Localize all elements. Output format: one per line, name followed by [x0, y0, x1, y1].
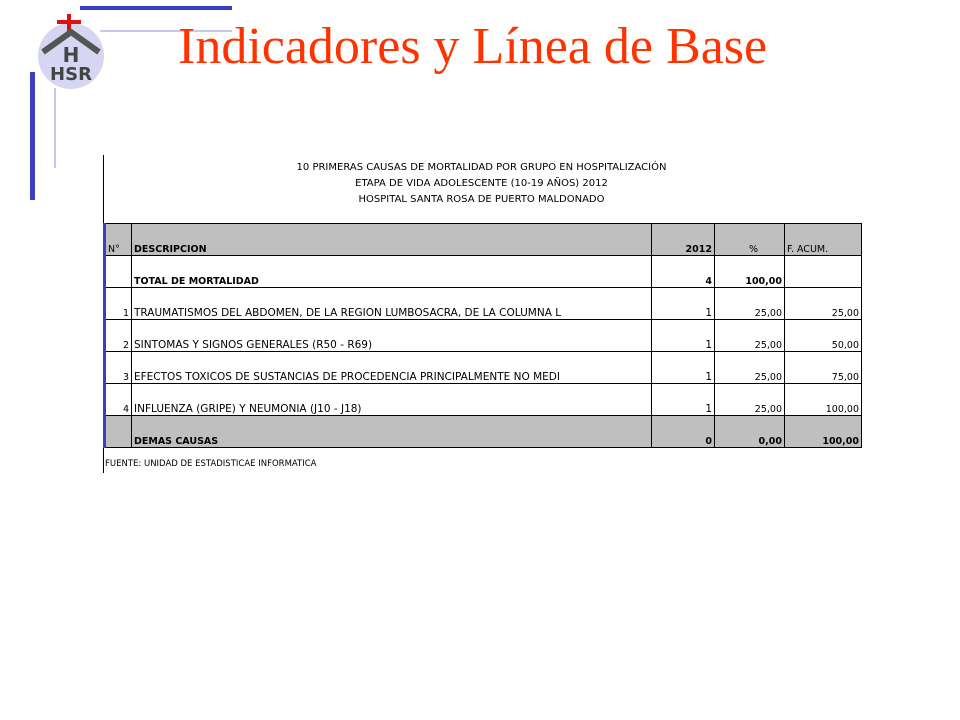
- report-heading-line-3: HOSPITAL SANTA ROSA DE PUERTO MALDONADO: [358, 194, 605, 205]
- row-count: 1: [652, 384, 715, 416]
- col-header-percent: %: [715, 224, 785, 256]
- row-cumulative: 75,00: [785, 352, 862, 384]
- table-row: [105, 352, 862, 384]
- row-percent: 25,00: [715, 352, 785, 384]
- mortality-table: [103, 223, 862, 448]
- row-count: 1: [652, 320, 715, 352]
- row-cumulative: 100,00: [785, 384, 862, 416]
- row-count: 1: [652, 288, 715, 320]
- row-count: 1: [652, 352, 715, 384]
- row-description: SINTOMAS Y SIGNOS GENERALES (R50 - R69): [132, 320, 652, 352]
- row-count: 4: [652, 256, 715, 288]
- table-row: [105, 384, 862, 416]
- table-row: [105, 320, 862, 352]
- decorative-vertical-bar: [30, 72, 35, 200]
- row-description: DEMAS CAUSAS: [132, 416, 652, 448]
- row-count: 0: [652, 416, 715, 448]
- col-header-description: DESCRIPCION: [132, 224, 652, 256]
- col-header-cumulative: F. ACUM.: [785, 224, 862, 256]
- row-cumulative: 25,00: [785, 288, 862, 320]
- row-percent: 100,00: [715, 256, 785, 288]
- row-number: [105, 256, 132, 288]
- row-cumulative: 100,00: [785, 416, 862, 448]
- table-row-total: [105, 256, 862, 288]
- row-description: TOTAL DE MORTALIDAD: [132, 256, 652, 288]
- decorative-vertical-line: [54, 88, 56, 168]
- col-header-number: N°: [105, 224, 132, 256]
- row-number: 2: [105, 320, 132, 352]
- row-number: [105, 416, 132, 448]
- row-percent: 0,00: [715, 416, 785, 448]
- row-percent: 25,00: [715, 320, 785, 352]
- col-header-year: 2012: [652, 224, 715, 256]
- row-number: 4: [105, 384, 132, 416]
- table-row-other-causes: [105, 416, 862, 448]
- table-row: [105, 288, 862, 320]
- logo-text: HSR: [50, 64, 92, 85]
- row-cumulative: [785, 256, 862, 288]
- row-number: 1: [105, 288, 132, 320]
- report-heading-line-1: 10 PRIMERAS CAUSAS DE MORTALIDAD POR GRUPO EN HOSPITALIZACIÓN: [296, 162, 667, 173]
- slide-title: Indicadores y Línea de Base: [178, 18, 768, 75]
- svg-text:H: H: [62, 43, 80, 67]
- row-number: 3: [105, 352, 132, 384]
- table-header-row: [105, 224, 862, 256]
- decorative-horizontal-bar: [80, 6, 232, 10]
- report-heading-line-2: ETAPA DE VIDA ADOLESCENTE (10-19 AÑOS) 2012: [355, 178, 608, 189]
- row-cumulative: 50,00: [785, 320, 862, 352]
- row-description: TRAUMATISMOS DEL ABDOMEN, DE LA REGION LUMBOSACRA, DE LA COLUMNA L: [132, 288, 652, 320]
- row-percent: 25,00: [715, 384, 785, 416]
- report-sheet: [103, 155, 860, 475]
- hospital-logo: [33, 12, 107, 90]
- source-note: FUENTE: UNIDAD DE ESTADISTICAE INFORMATICA: [105, 459, 317, 469]
- row-percent: 25,00: [715, 288, 785, 320]
- row-description: EFECTOS TOXICOS DE SUSTANCIAS DE PROCEDENCIA PRINCIPALMENTE NO MEDI: [132, 352, 652, 384]
- row-description: INFLUENZA (GRIPE) Y NEUMONIA (J10 - J18): [132, 384, 652, 416]
